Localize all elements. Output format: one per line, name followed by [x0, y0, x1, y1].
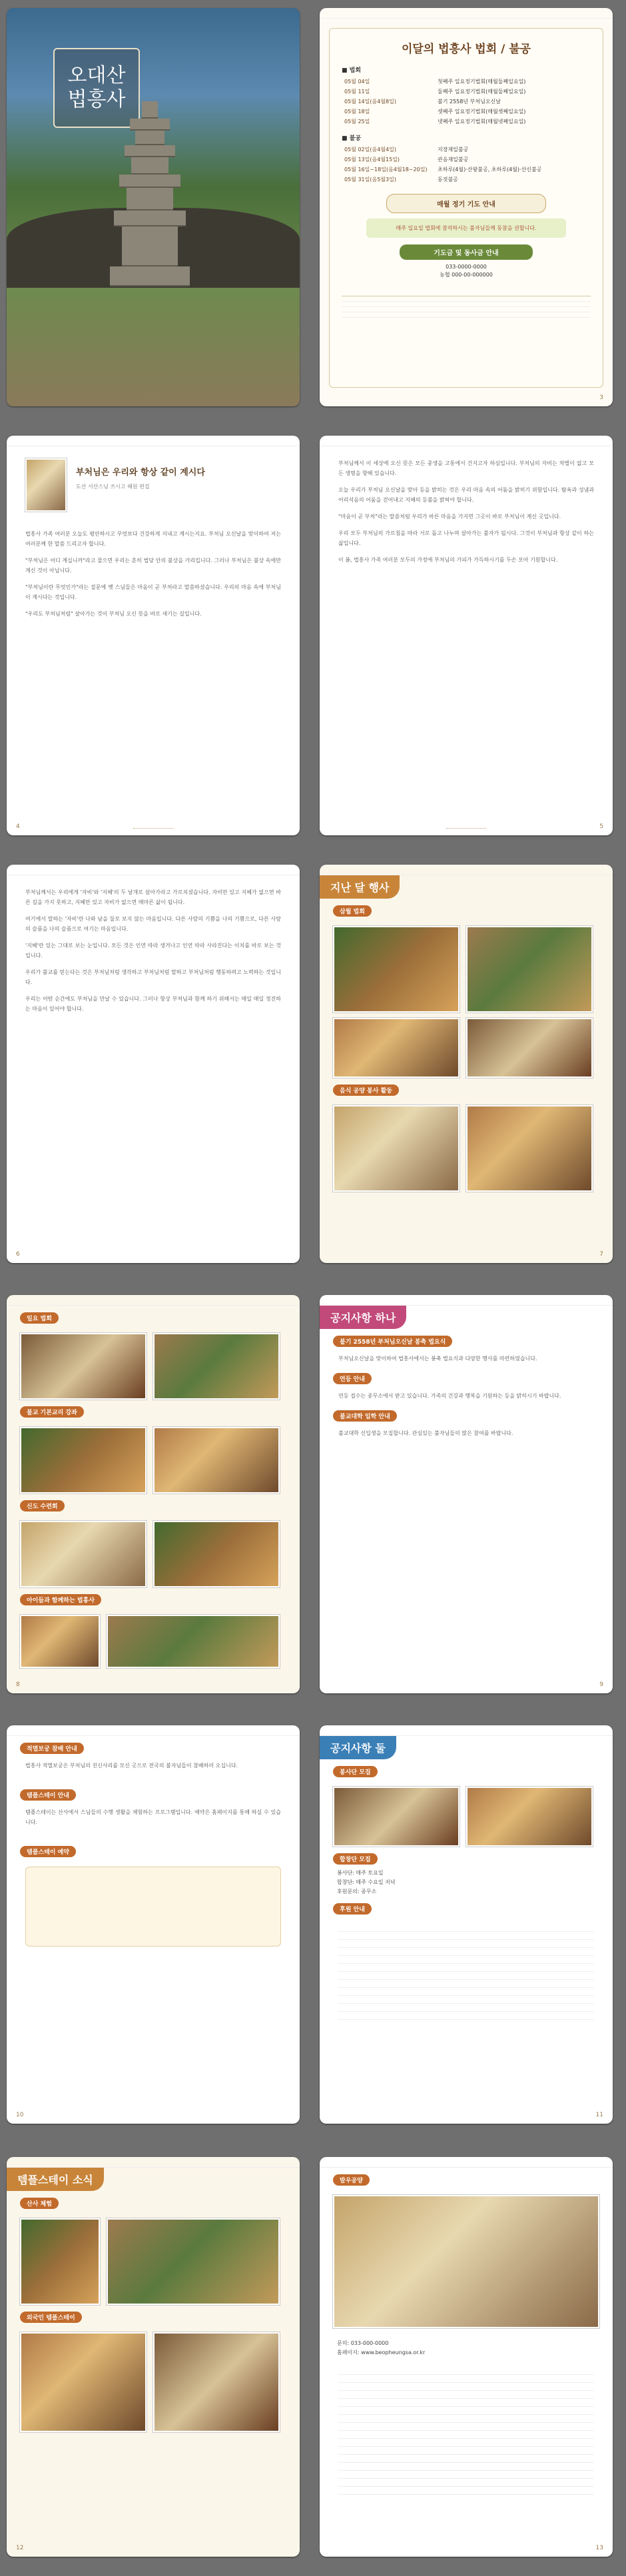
schedule-date: 05월 13일(음4월15일) — [344, 157, 400, 163]
event-photo — [333, 1105, 460, 1192]
paragraph: 오늘 우리가 부처님 오신날을 맞아 등을 밝히는 것은 우리 마음 속의 어둠을 밝히기 위함입니다. 탐욕과 성냄과 어리석음의 어둠을 걷어내고 지혜의 등불을 밝혀야 합니다. — [338, 487, 594, 503]
schedule-desc: 초하루(4월)·산왕불공, 초하루(4월)·산신불공 — [438, 167, 542, 173]
info-section-1: 적멸보궁 참배 안내 — [20, 1743, 84, 1754]
schedule-date: 05월 02일(음4월4일) — [344, 147, 396, 153]
offering-section-title: ■ 불공 — [342, 135, 362, 142]
page-number: 4 — [16, 823, 20, 830]
talk-author: 도산 서산스님 쓰시고 혜원 편집 — [76, 484, 150, 490]
page-header — [320, 1295, 613, 1306]
schedule-desc: 둘째주 일요정기법회(매월둘째일요일) — [438, 89, 526, 95]
page-number: 13 — [595, 2545, 603, 2551]
event-photo — [466, 1105, 593, 1192]
schedule-heading: 이달의 법흥사 법회 / 불공 — [401, 43, 531, 56]
event-photo — [333, 926, 460, 1013]
schedule-frame — [329, 28, 603, 388]
schedule-row — [344, 117, 588, 127]
page-header — [7, 436, 300, 446]
page-header — [320, 2157, 613, 2168]
page-header — [320, 1725, 613, 1736]
paragraph: 우리 모두 부처님의 가르침을 따라 서로 돕고 나누며 살아가는 불자가 됩시다. 그것이 부처님과 항상 같이 하는 삶입니다. — [338, 530, 594, 546]
photo-row — [7, 1427, 300, 1494]
cover-title-line2: 법흥사 — [67, 88, 126, 111]
last-month-events-page — [320, 865, 613, 1263]
notice-section-2: 연등 안내 — [333, 1373, 372, 1384]
page-number: 12 — [16, 2545, 24, 2551]
dharma-section-title: ■ 법회 — [342, 67, 362, 74]
page-header — [320, 8, 613, 19]
schedule-desc: 동짓불공 — [438, 177, 458, 183]
contact-list — [320, 2339, 613, 2358]
templestay-photo — [20, 2218, 100, 2305]
notice-two-page — [320, 1725, 613, 2124]
schedule-row — [344, 145, 588, 155]
photo-row — [7, 2332, 300, 2432]
page-header — [7, 865, 300, 875]
notice-two-section-1: 봉사단 모집 — [333, 1766, 378, 1777]
spread-2 — [0, 436, 626, 835]
paragraph: "마음이 곧 부처"라는 말씀처럼 우리가 바른 마음을 가지면 그곳이 바로 부처님이 계신 곳입니다. — [338, 514, 561, 520]
event-caption-2: 음식 공양 봉사 활동 — [333, 1084, 399, 1096]
event-photo — [20, 1521, 147, 1587]
list-item: 봉사단: 매주 토요일 — [337, 1870, 384, 1876]
offering-list — [330, 145, 603, 185]
notice-photo — [333, 1787, 460, 1847]
schedule-row — [344, 165, 588, 175]
talk-text-continued — [320, 446, 613, 584]
templestay-banner: 템플스테이 소식 — [7, 2168, 104, 2191]
info-text-1: 법흥사 적멸보궁은 부처님의 진신사리를 모신 곳으로 전국의 불자님들이 참배하러 오십니다. — [25, 1763, 238, 1769]
templestay-large-photo — [333, 2195, 599, 2328]
event-photos-page — [7, 1295, 300, 1693]
paragraph: "우리도 부처님처럼" 살아가는 것이 부처님 오신 뜻을 바로 새기는 길입니다. — [25, 611, 202, 617]
schedule-date: 05월 25일 — [344, 119, 370, 125]
page-header — [7, 1295, 300, 1306]
notice-text-3: 불교대학 신입생을 모집합니다. 관심있는 불자님들의 많은 참여를 바랍니다. — [338, 1430, 513, 1436]
spread-6 — [0, 2157, 626, 2557]
notice-two-section-3: 후원 안내 — [333, 1903, 372, 1915]
page-number: 7 — [599, 1251, 603, 1258]
notice-two-banner: 공지사항 둘 — [320, 1736, 396, 1759]
paragraph: 우리는 어떤 순간에도 부처님을 만날 수 있습니다. 그러나 항상 부처님과 함께 하기 위해서는 매일 매일 정진하는 마음이 있어야 합니다. — [25, 996, 281, 1012]
info-page — [7, 1725, 300, 2124]
schedule-desc: 관음재일불공 — [438, 157, 469, 163]
contact-account: 농협 000-00-000000 — [440, 272, 493, 278]
stone-pagoda-image — [107, 101, 193, 361]
schedule-desc: 셋째주 일요정기법회(매월셋째일요일) — [438, 109, 526, 115]
cover-page — [7, 8, 300, 406]
events-banner: 지난 달 행사 — [320, 875, 400, 899]
prayer-box-text: 매주 일요일 법회에 참석하시는 불자님들께 동참을 권합니다. — [366, 218, 566, 238]
schedule-date: 05월 18일 — [344, 109, 370, 115]
templestay-page-1 — [7, 2157, 300, 2557]
event-caption-4: 아이들과 함께하는 법흥사 — [20, 1594, 101, 1605]
page-header — [7, 2157, 300, 2168]
spread-4 — [0, 1295, 626, 1693]
schedule-date: 05월 04일 — [344, 79, 370, 85]
notice-one-page — [320, 1295, 613, 1693]
event-caption-1: 일요 법회 — [20, 1312, 59, 1324]
event-photo — [466, 1018, 593, 1078]
templestay-photo — [153, 2332, 280, 2432]
dharma-list — [330, 77, 603, 127]
schedule-desc: 넷째주 일요정기법회(매월넷째일요일) — [438, 119, 526, 125]
event-photo — [20, 1615, 100, 1668]
list-item: 문의: 033-000-0000 — [337, 2340, 389, 2346]
schedule-date: 05월 11일 — [344, 89, 370, 95]
info-text-2: 템플스테이는 산사에서 스님들의 수행 생활을 체험하는 프로그램입니다. 예약은 홈페이지를 통해 하실 수 있습니다. — [25, 1809, 281, 1825]
templestay-caption-3: 발우공양 — [333, 2174, 370, 2186]
list-item: 후원문의: 종무소 — [337, 1889, 377, 1895]
event-photo — [20, 1333, 147, 1400]
page-number: 5 — [599, 823, 603, 830]
page-number: 11 — [595, 2112, 603, 2118]
dharma-talk-page-3 — [7, 865, 300, 1263]
paragraph: 부처님께서 이 세상에 오신 뜻은 모든 중생을 고통에서 건지고자 하심입니다. 부처님의 자비는 차별이 없고 모든 생명을 향해 있습니다. — [338, 460, 594, 476]
paragraph: "부처님이란 무엇인가"라는 질문에 옛 스님들은 마음이 곧 부처라고 말씀하셨습니다. 우리의 마음 속에 부처님이 계시다는 것입니다. — [25, 584, 281, 600]
notice-two-list — [320, 1869, 613, 1897]
schedule-row — [344, 175, 588, 185]
schedule-row — [344, 77, 588, 87]
schedule-page — [320, 8, 613, 406]
event-photo — [107, 1615, 280, 1668]
photo-row — [7, 1333, 300, 1400]
event-photo — [153, 1427, 280, 1494]
page-header — [320, 865, 613, 875]
notice-text-1: 부처님오신날을 맞이하여 법흥사에서는 봉축 법요식과 다양한 행사를 마련하였습니다. — [338, 1356, 537, 1362]
dharma-talk-page-2 — [320, 436, 613, 835]
schedule-date: 05월 31일(음5월3일) — [344, 177, 396, 183]
paragraph: 법흥사 가족 여러분 오늘도 평안하시고 무엇보다 건강하게 지내고 계시는지요. 부처님 오신날을 맞이하여 저는 여러분께 한 말씀 드리고자 합니다. — [25, 531, 281, 547]
notice-two-section-2: 합창단 모집 — [333, 1853, 378, 1865]
paragraph: 이 봄, 법흥사 가족 여러분 모두의 가정에 부처님의 가피가 가득하시기를 두손 모아 기원합니다. — [338, 557, 558, 563]
monthly-prayer-box — [386, 194, 546, 213]
contact-phone: 033-0000-0000 — [446, 264, 487, 270]
spread-3 — [0, 865, 626, 1263]
page-number: 3 — [599, 394, 603, 401]
schedule-row — [344, 87, 588, 97]
schedule-row — [344, 107, 588, 117]
event-photo — [153, 1521, 280, 1587]
talk-title: 부처님은 우리와 항상 같이 계시다 — [76, 468, 205, 478]
support-table — [338, 1924, 594, 2024]
schedule-row — [344, 155, 588, 165]
spread-5 — [0, 1725, 626, 2124]
paragraph: "부처님은 어디 계십니까"라고 물으면 우리는 흔히 법당 안의 불상을 가리킵니다. 그러나 부처님은 불상 속에만 계신 것이 아닙니다. — [25, 558, 281, 574]
offering-info-title: 기도금 및 동사금 안내 — [400, 244, 533, 260]
cover-title-line1: 오대산 — [67, 64, 126, 87]
info-section-3: 템플스테이 예약 — [20, 1846, 76, 1857]
paragraph: '지혜'란 있는 그대로 보는 눈입니다. 모든 것은 인연 따라 생겨나고 인연 따라 사라진다는 이치를 바로 보는 것입니다. — [25, 943, 281, 959]
templestay-info-text — [338, 2367, 594, 2500]
page-number: 8 — [16, 1681, 20, 1688]
dharma-talk-page-1 — [7, 436, 300, 835]
photo-row — [7, 2218, 300, 2305]
templestay-box — [25, 1867, 281, 1946]
monk-portrait — [25, 458, 67, 512]
notice-text-2: 연등 접수는 종무소에서 받고 있습니다. 가족의 건강과 행복을 기원하는 등을 밝히시기 바랍니다. — [338, 1393, 561, 1399]
notice-section-1: 불기 2558년 부처님오신날 봉축 법요식 — [333, 1336, 452, 1347]
schedule-desc: 첫째주 일요정기법회(매월둘째일요일) — [438, 79, 526, 85]
photo-row — [7, 1615, 300, 1668]
event-photos-1 — [320, 926, 613, 1013]
event-photos-3 — [320, 1105, 613, 1192]
paragraph: 우리가 불교를 믿는다는 것은 부처님처럼 생각하고 부처님처럼 말하고 부처님처럼 행동하려고 노력하는 것입니다. — [25, 969, 281, 985]
list-item: 홈페이지: www.beopheungsa.or.kr — [337, 2350, 426, 2356]
event-photo — [333, 1018, 460, 1078]
event-photo — [20, 1427, 147, 1494]
paragraph: 부처님께서는 우리에게 '자비'와 '지혜'의 두 날개로 살아가라고 가르치셨습니다. 자비만 있고 지혜가 없으면 바른 길을 가지 못하고, 지혜만 있고 자비가 없으면 메마른 삶이 됩니다. — [25, 889, 281, 905]
event-caption-1: 삼월 법회 — [333, 905, 372, 917]
photo-row — [320, 1787, 613, 1847]
schedule-date: 05월 14일(음4월8일) — [344, 99, 396, 105]
templestay-page-2 — [320, 2157, 613, 2557]
page-number: 6 — [16, 1251, 20, 1258]
info-section-2: 템플스테이 안내 — [20, 1789, 76, 1801]
notice-banner: 공지사항 하나 — [320, 1306, 406, 1329]
page-number: 10 — [16, 2112, 24, 2118]
page-header — [7, 8, 300, 19]
event-photo — [153, 1333, 280, 1400]
page-header — [320, 436, 613, 446]
templestay-caption-1: 산사 체험 — [20, 2198, 59, 2209]
templestay-caption-2: 외국인 템플스테이 — [20, 2312, 82, 2323]
spread-1 — [0, 8, 626, 406]
notice-photo — [466, 1787, 593, 1847]
talk-text — [7, 517, 300, 638]
notice-section-3: 불교대학 입학 안내 — [333, 1410, 397, 1422]
page-header — [7, 1725, 300, 1736]
page-number: 9 — [599, 1681, 603, 1688]
schedule-date: 05월 16일~18일(음4월18~20일) — [344, 167, 428, 173]
list-item: 합창단: 매주 수요일 저녁 — [337, 1879, 396, 1885]
schedule-desc: 불기 2558년 부처님오신날 — [438, 99, 501, 105]
talk-header — [7, 446, 300, 517]
event-photo — [466, 926, 593, 1013]
publisher-info — [342, 296, 591, 322]
paragraph: 여기에서 말하는 '자비'란 나와 남을 둘로 보지 않는 마음입니다. 다른 사람의 기쁨을 나의 기쁨으로, 다른 사람의 슬픔을 나의 슬픔으로 여기는 마음입니다. — [25, 916, 281, 932]
event-caption-2: 불교 기본교리 강좌 — [20, 1406, 84, 1418]
templestay-photo — [107, 2218, 280, 2305]
schedule-desc: 지장재일불공 — [438, 147, 469, 153]
talk-text-end — [7, 875, 300, 1033]
templestay-photo — [20, 2332, 147, 2432]
event-caption-3: 신도 수련회 — [20, 1500, 65, 1511]
photo-row — [7, 1521, 300, 1587]
schedule-row — [344, 97, 588, 107]
event-photos-2 — [320, 1018, 613, 1078]
prayer-box-title: 매월 정기 기도 안내 — [437, 201, 495, 209]
